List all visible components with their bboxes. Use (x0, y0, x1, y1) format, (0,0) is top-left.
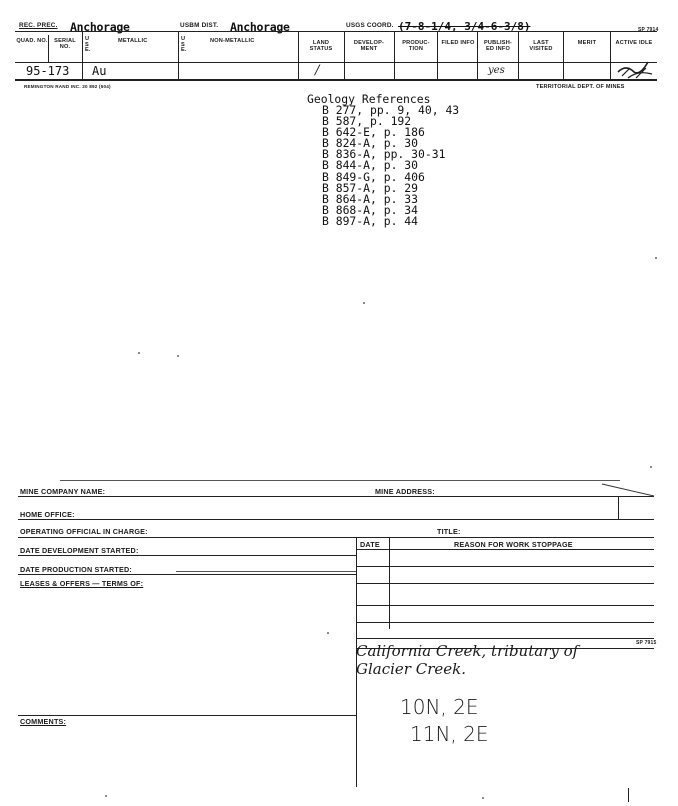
leases-offers-label: LEASES & OFFERS — TERMS OF: (20, 579, 144, 588)
reason-column-header: REASON FOR WORK STOPPAGE (454, 540, 573, 549)
geology-references-title: Geology References (307, 92, 431, 106)
col-quad-no: QUAD. NO. (16, 38, 48, 44)
reference-item: B 897-A, p. 44 (322, 213, 419, 228)
mine-info-form (0, 470, 678, 806)
handwritten-coordinate-2: 11N, 2E (410, 722, 489, 746)
mine-company-name-label: MINE COMPANY NAME: (20, 487, 106, 496)
form-number-bottom: SP 7915 (636, 640, 657, 646)
reference-item: B 277, pp. 9, 40, 43 (322, 103, 460, 117)
comments-label: COMMENTS: (20, 717, 67, 726)
col-merit: MERIT (577, 40, 597, 46)
published-info-value: yes (488, 65, 505, 76)
reference-item: B 864-A, p. 33 (322, 191, 419, 206)
operating-official-label: OPERATING OFFICIAL IN CHARGE: (20, 527, 148, 536)
rec-prec-value: Anchorage (70, 20, 130, 34)
col-metallic: METALLIC (118, 38, 148, 44)
metallic-value: Au (92, 64, 107, 78)
corner-stroke (600, 480, 656, 498)
date-column-header: DATE (360, 540, 380, 549)
col-use-nonmetallic: U S E. (181, 36, 187, 53)
record-card-header (0, 0, 678, 100)
reference-item: B 857-A, p. 29 (322, 180, 419, 195)
reference-item: B 844-A, p. 30 (322, 158, 419, 173)
col-production: PRODUC-TION (402, 40, 430, 52)
col-land-status: LAND STATUS (309, 40, 333, 52)
form-number-top: SP 7914 (638, 27, 659, 33)
col-last-visited: LAST VISITED (529, 40, 553, 52)
quad-serial-value: 95-173 (26, 64, 70, 78)
col-non-metallic: NON-METALLIC (210, 38, 255, 44)
col-filed-info: FILED INFO (441, 40, 475, 46)
col-use-metallic: U S E. (85, 36, 91, 53)
active-check-mark-icon (612, 58, 656, 82)
title-label: TITLE: (437, 527, 461, 536)
reference-item: B 824-A, p. 30 (322, 136, 419, 151)
col-development: DEVELOP-MENT (353, 40, 385, 52)
printer-note: REMINGTON RAND INC. 20 892 (504) (24, 84, 111, 89)
rec-prec-label: REC. PREC. (19, 22, 58, 29)
date-production-started-label: DATE PRODUCTION STARTED: (20, 565, 132, 574)
handwritten-location-line2: Glacier Creek. (356, 660, 466, 678)
usbm-dist-label: USBM DIST. (180, 22, 219, 29)
handwritten-location-line1: California Creek, tributary of (356, 642, 579, 660)
reference-item: B 836-A, pp. 30-31 (322, 147, 446, 162)
geology-references (307, 93, 459, 227)
col-serial-no: SERIAL NO. (54, 38, 76, 50)
reference-item: B 587, p. 192 (322, 114, 412, 129)
reference-item: B 642-E, p. 186 (322, 125, 425, 140)
handwritten-coordinate-1: 10N, 2E (400, 695, 479, 719)
home-office-label: HOME OFFICE: (20, 510, 75, 519)
usgs-coord-label: USGS COORD. (346, 22, 394, 29)
reference-item: B 868-A, p. 34 (322, 202, 419, 217)
date-development-started-label: DATE DEVELOPMENT STARTED: (20, 546, 139, 555)
usgs-coord-value: (7-8-1/4, 3/4-6-3/8) (398, 20, 531, 33)
reference-item: B 849-G, p. 406 (322, 169, 425, 184)
col-published-info: PUBLISH-ED INFO (483, 40, 512, 52)
usbm-dist-value: Anchorage (230, 20, 290, 34)
col-active-idle: ACTIVE IDLE (615, 40, 653, 46)
mine-address-label: MINE ADDRESS: (375, 487, 435, 496)
dept-note: TERRITORIAL DEPT. OF MINES (536, 84, 625, 90)
land-status-value: / (315, 63, 320, 78)
